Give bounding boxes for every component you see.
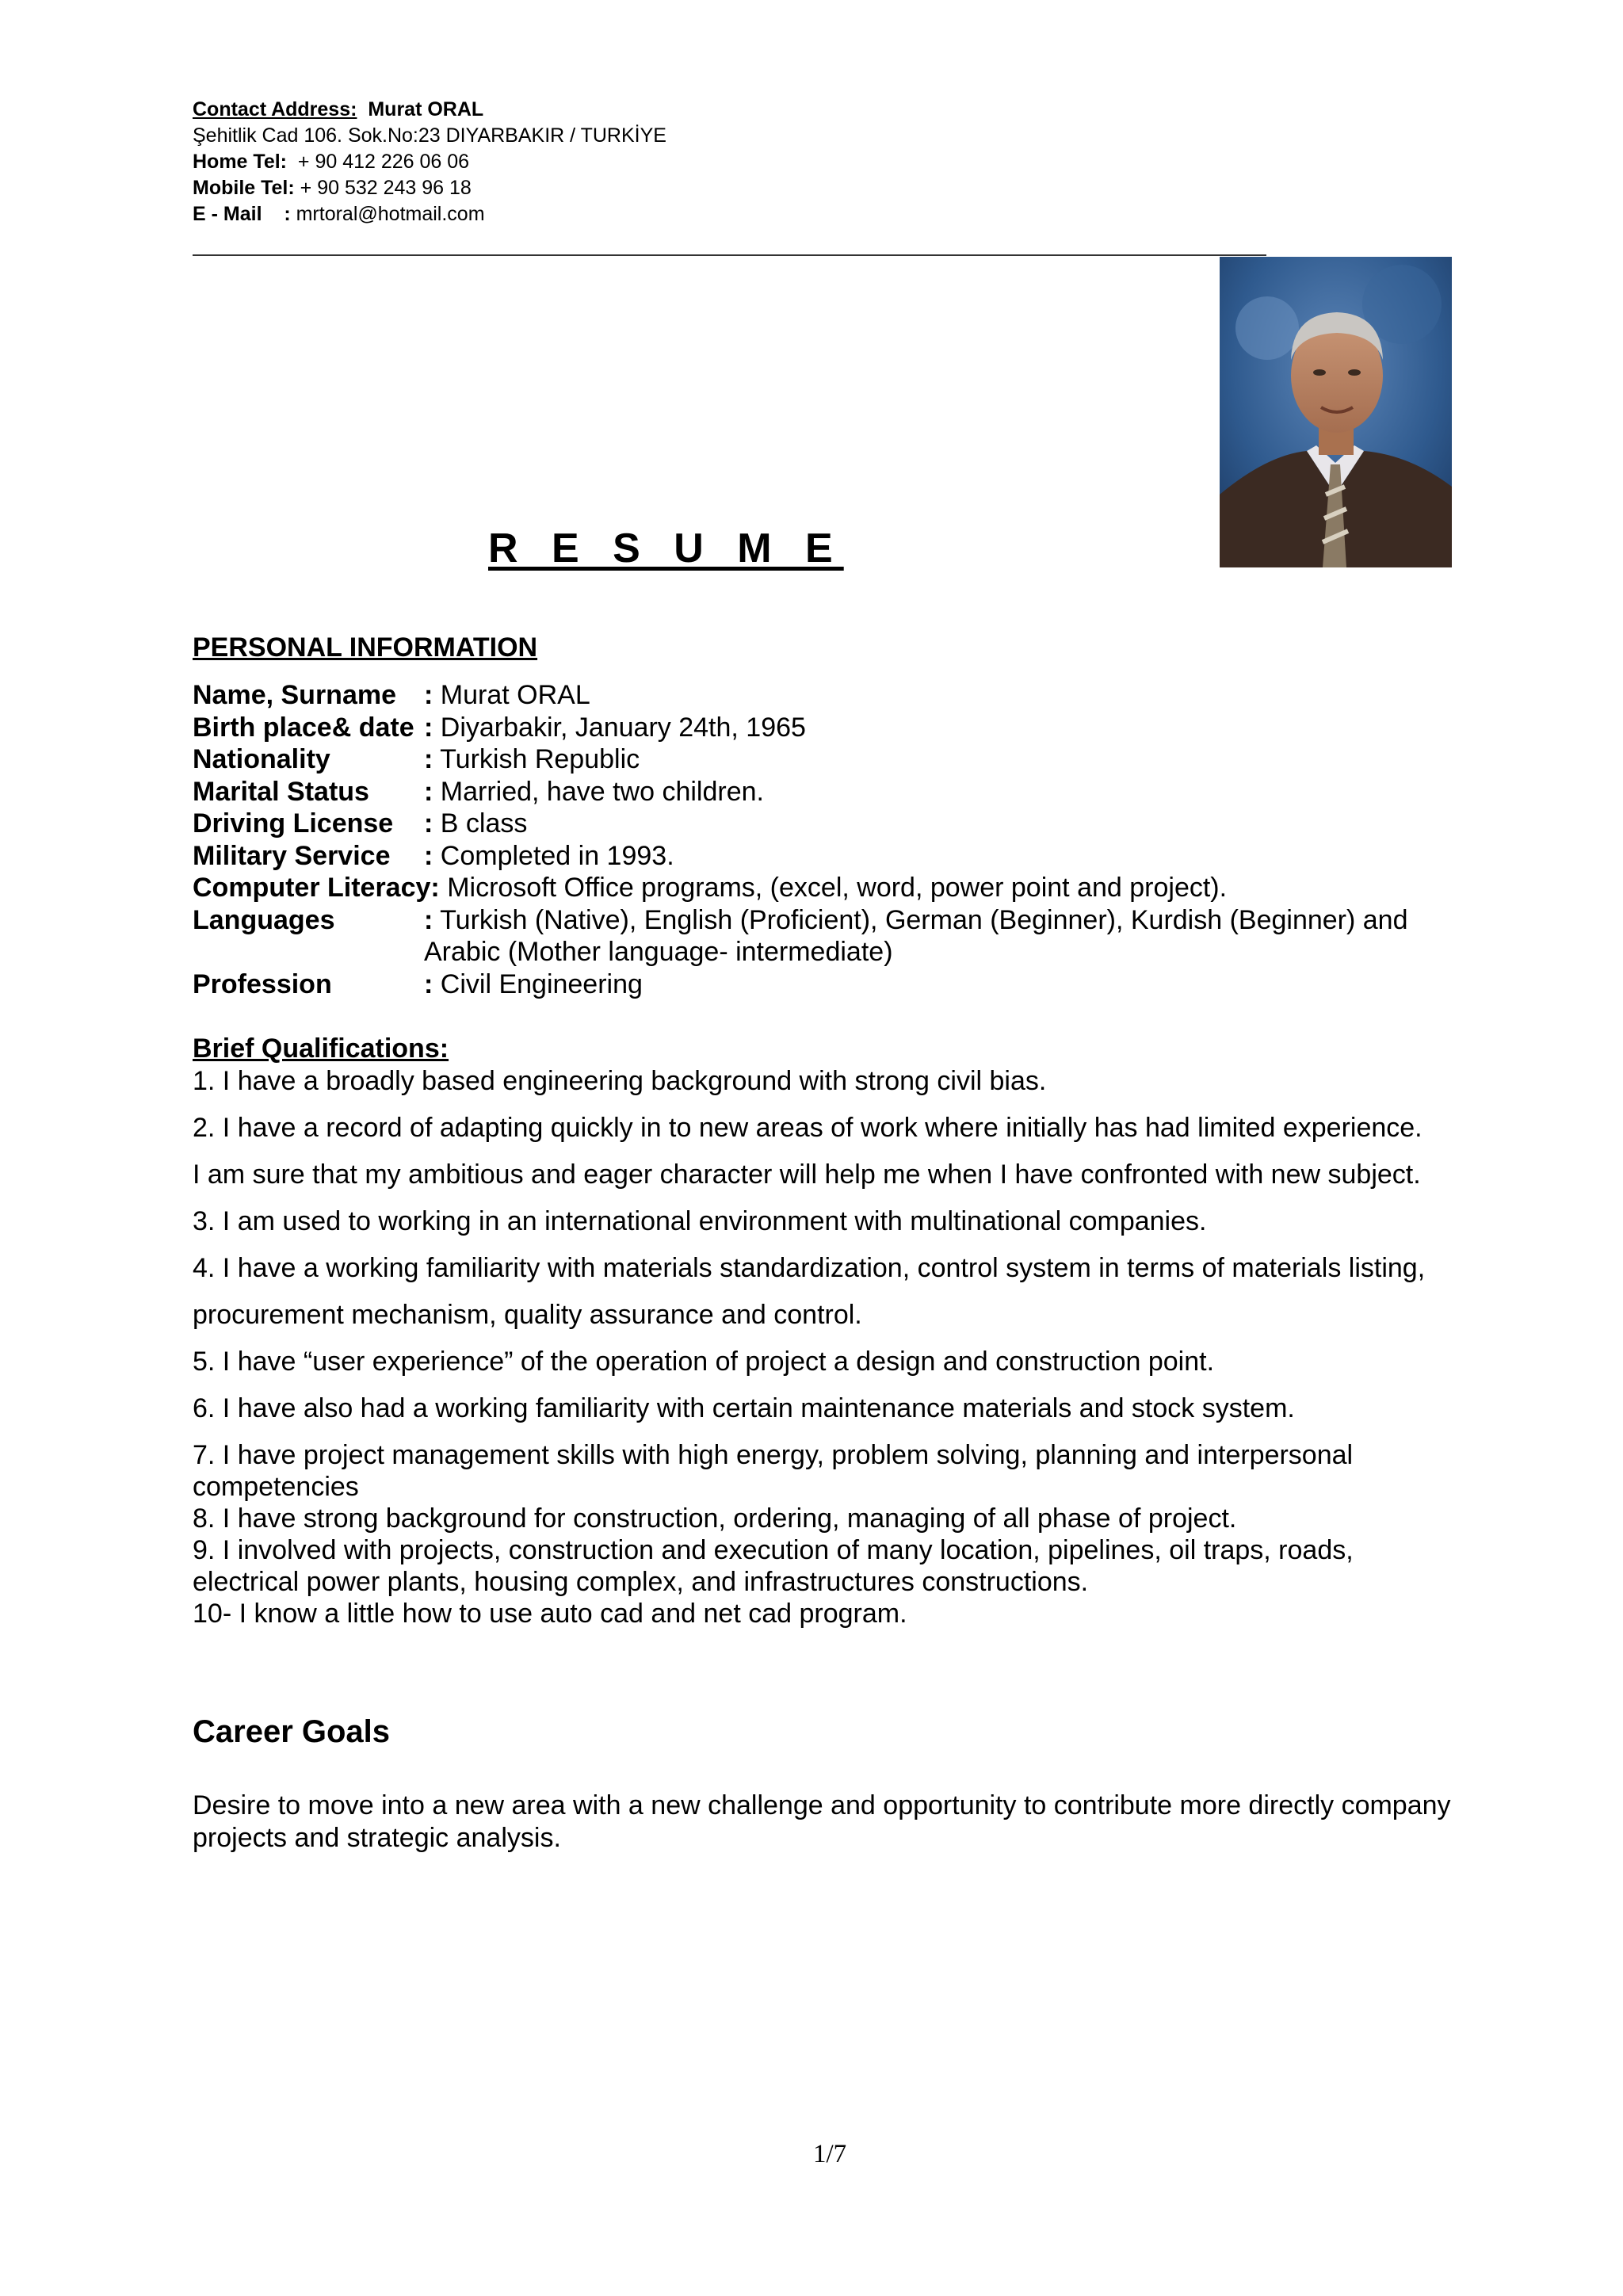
qualification-item: 6. I have also had a working familiarity with certain maintenance materials and stock system. xyxy=(193,1393,1295,1423)
qualifications-list xyxy=(193,1065,1492,1629)
contact-name: Murat ORAL xyxy=(368,98,484,120)
qualification-item: 7. I have project management skills with high energy, problem solving, planning and interpersonal competencies xyxy=(193,1440,1354,1502)
email-colon: : xyxy=(284,203,291,225)
qualification-item: 3. I am used to working in an international environment with multinational companies. xyxy=(193,1206,1207,1236)
info-value: Microsoft Office programs, (excel, word, power point and project). xyxy=(447,873,1228,903)
info-key: Profession xyxy=(193,968,332,999)
info-value: : Civil Engineering xyxy=(424,968,643,999)
header-divider xyxy=(193,254,1266,256)
info-row xyxy=(193,712,1461,744)
qualification-item: 8. I have strong background for construction, ordering, managing of all phase of project. xyxy=(193,1503,1237,1534)
qualification-item: 4. I have a working familiarity with materials standardization, control system in terms of materials listing, xyxy=(193,1253,1426,1283)
contact-block xyxy=(193,97,666,227)
info-row xyxy=(193,968,1461,1001)
personal-info-heading: PERSONAL INFORMATION xyxy=(193,632,538,663)
qualifications-heading: Brief Qualifications: xyxy=(193,1033,449,1064)
info-row xyxy=(193,679,1461,712)
career-goals-text: Desire to move into a new area with a new challenge and opportunity to contribute more directly company projects and strategic analysis. xyxy=(193,1790,1451,1853)
qualification-item: 10- I know a little how to use auto cad and net cad program. xyxy=(193,1599,907,1629)
contact-label: Contact Address: xyxy=(193,98,357,120)
info-key: Computer Literacy: xyxy=(193,873,440,903)
qualification-item: procurement mechanism, quality assurance and control. xyxy=(193,1300,862,1330)
qualification-item: I am sure that my ambitious and eager character will help me when I have confronted with new subject. xyxy=(193,1159,1421,1190)
info-value: : B class xyxy=(424,808,528,839)
qualification-item: 5. I have “user experience” of the operation of project a design and construction point. xyxy=(193,1347,1215,1377)
home-tel-label: Home Tel: xyxy=(193,151,287,173)
home-tel-row xyxy=(193,149,666,175)
mobile-tel-value: + 90 532 243 96 18 xyxy=(300,177,472,199)
info-value: : Married, have two children. xyxy=(424,776,764,807)
info-row xyxy=(193,904,1461,968)
info-key: Driving License xyxy=(193,808,394,839)
career-goals-heading: Career Goals xyxy=(193,1714,391,1749)
info-key: Nationality xyxy=(193,744,330,774)
home-tel-value: + 90 412 226 06 06 xyxy=(297,151,470,173)
page-number: 1/7 xyxy=(813,2140,847,2168)
info-row xyxy=(193,743,1461,776)
email-row xyxy=(193,201,666,227)
info-value: : Murat ORAL xyxy=(424,680,590,710)
info-key: Name, Surname xyxy=(193,680,396,710)
qualification-item: 1. I have a broadly based engineering background with strong civil bias. xyxy=(193,1066,1047,1096)
info-row xyxy=(193,840,1461,873)
qualification-item: 2. I have a record of adapting quickly in to new areas of work where initially has had limited experience. xyxy=(193,1113,1423,1143)
email-label: E - Mail xyxy=(193,203,262,225)
personal-info-table xyxy=(193,679,1461,1000)
info-key: Languages xyxy=(193,904,335,935)
info-key: Marital Status xyxy=(193,776,369,807)
info-value: : Turkish Republic xyxy=(424,744,640,774)
info-row xyxy=(193,776,1461,808)
profile-photo xyxy=(1220,257,1452,567)
info-value: : Diyarbakir, January 24th, 1965 xyxy=(424,712,806,743)
info-key: Birth place& date xyxy=(193,712,414,743)
qualification-item: 9. I involved with projects, construction and execution of many location, pipelines, oil traps, roads, electrical power plants, housing complex, and infrastructures constructions. xyxy=(193,1535,1354,1597)
page-title: R E S U M E xyxy=(488,525,844,571)
info-key: Military Service xyxy=(193,840,391,871)
info-value: : Completed in 1993. xyxy=(424,840,674,871)
info-value: : Turkish (Native), English (Proficient), German (Beginner), Kurdish (Beginner) and Arabic (Mother language- intermediate) xyxy=(424,904,1408,967)
contact-name-row xyxy=(193,97,666,123)
email-value: mrtoral@hotmail.com xyxy=(296,203,485,225)
contact-address: Şehitlik Cad 106. Sok.No:23 DIYARBAKIR / TURKİYE xyxy=(193,124,666,147)
mobile-tel-label: Mobile Tel: xyxy=(193,177,295,199)
mobile-tel-row xyxy=(193,175,666,201)
info-row xyxy=(193,872,1461,904)
info-row xyxy=(193,808,1461,840)
